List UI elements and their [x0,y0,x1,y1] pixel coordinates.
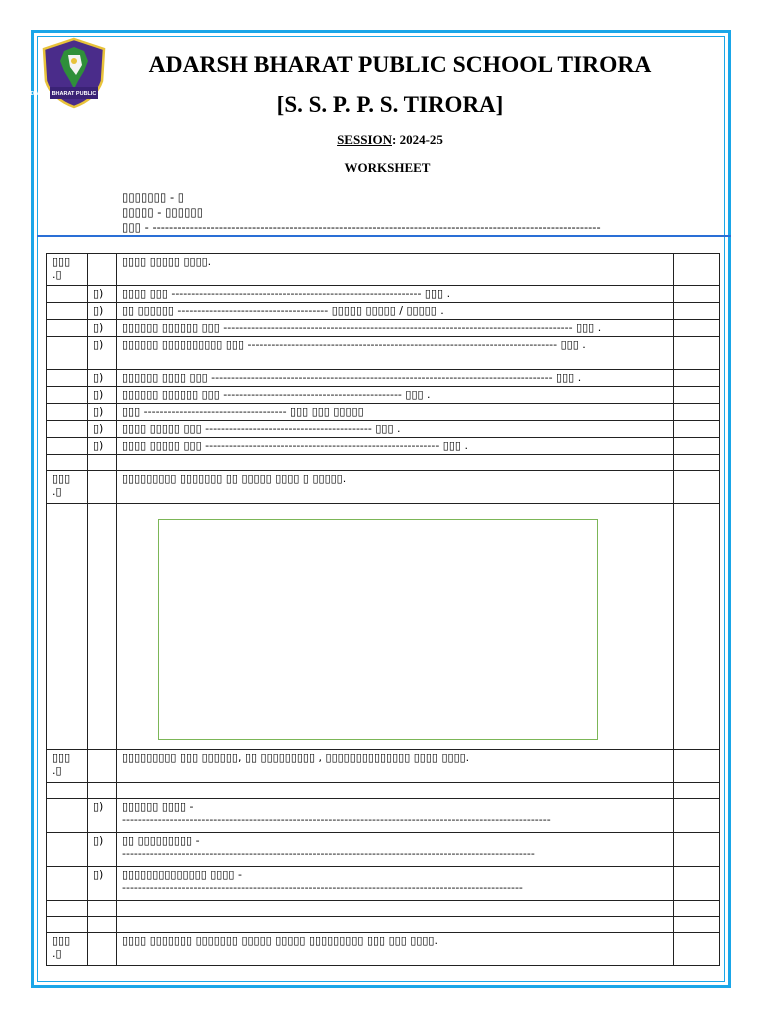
question-number-cell [47,404,88,421]
meta-class: ▯▯▯▯▯▯▯ - ▯ [122,190,185,204]
marks-cell [674,320,720,337]
question-text-cell [117,387,674,404]
table-row [47,933,720,966]
table-row [47,286,720,303]
answer-line[interactable]: ----------------------------------------------------------------------------------------------------- [122,881,523,894]
table-row [47,783,720,799]
sub-index-cell [88,933,117,966]
sub-index-cell: ▯) [88,421,117,438]
school-logo-icon [26,37,122,109]
sub-index-cell: ▯) [88,320,117,337]
question-number-cell [47,387,88,404]
sub-index-cell [88,901,117,917]
question-text-cell [117,867,674,901]
marks-cell [674,833,720,867]
question-text-cell [117,455,674,471]
question-text: ▯▯▯▯▯▯ ▯▯▯▯ ▯▯▯ -------------------------------------------------------------------------------------- ▯▯▯ . [122,371,582,384]
question-text: ▯▯ ▯▯▯▯▯▯▯▯▯ - [122,834,200,847]
session-label: SESSION [337,132,392,147]
sub-index-cell: ▯) [88,404,117,421]
question-text-cell [117,833,674,867]
question-text: ▯▯▯▯ ▯▯▯ --------------------------------------------------------------- ▯▯▯ . [122,287,451,300]
question-number-cell: ▯▯▯ .▯ [47,933,88,966]
question-text: ▯▯▯▯ ▯▯▯▯▯ ▯▯▯ ------------------------------------------ ▯▯▯ . [122,422,401,435]
question-number-cell [47,337,88,370]
table-row [47,438,720,455]
question-text: ▯▯▯▯▯▯▯▯▯▯▯▯▯▯ ▯▯▯▯ - [122,868,242,881]
question-text: ▯▯ ▯▯▯▯▯▯ -------------------------------------- ▯▯▯▯▯ ▯▯▯▯▯ / ▯▯▯▯▯ . [122,304,444,317]
question-number-cell [47,438,88,455]
sub-index-cell [88,254,117,286]
table-row [47,320,720,337]
marks-cell [674,455,720,471]
question-number-cell: ▯▯▯ .▯ [47,254,88,286]
question-text: ▯▯▯▯▯▯▯▯▯ ▯▯▯ ▯▯▯▯▯▯, ▯▯ ▯▯▯▯▯▯▯▯▯ , ▯▯▯▯▯▯▯▯▯▯▯▯▯▯ ▯▯▯▯ ▯▯▯▯. [122,751,470,764]
sub-index-cell [88,750,117,783]
marks-cell [674,783,720,799]
document-type: WORKSHEET [344,160,431,175]
question-text-cell [117,933,674,966]
question-text-cell [117,320,674,337]
table-row [47,370,720,387]
answer-line[interactable]: ------------------------------------------------------------------------------------------------------------ [122,813,551,826]
answer-line[interactable]: -------------------------------------------------------------------------------------------------------- [122,847,535,860]
drawing-area[interactable] [158,519,598,740]
question-number-cell [47,799,88,833]
table-row [47,750,720,783]
question-number-cell [47,867,88,901]
sub-index-cell [88,504,117,750]
sub-index-cell: ▯) [88,833,117,867]
marks-cell [674,404,720,421]
table-row [47,404,720,421]
question-text-cell [117,438,674,455]
question-number-cell: ▯▯▯ .▯ [47,471,88,504]
question-number-cell [47,917,88,933]
question-number-cell: ▯▯▯ .▯ [47,750,88,783]
meta-subject: ▯▯▯▯▯ - ▯▯▯▯▯▯ [122,205,204,219]
question-text-cell [117,254,674,286]
sub-index-cell: ▯) [88,387,117,404]
question-text-cell [117,471,674,504]
question-text-cell [117,799,674,833]
question-number-cell [47,303,88,320]
question-text-cell [117,783,674,799]
question-text: ▯▯▯▯▯▯ ▯▯▯▯▯▯ ▯▯▯ ---------------------------------------------------------------------------------------- ▯▯▯ . [122,321,602,334]
question-number-cell [47,833,88,867]
question-number-cell [47,504,88,750]
school-short-name: [S. S. P. P. S. TIRORA] [276,92,504,117]
question-text: ▯▯▯▯▯▯ ▯▯▯▯▯▯ ▯▯▯ --------------------------------------------- ▯▯▯ . [122,388,431,401]
question-text: ▯▯▯▯▯▯ ▯▯▯▯▯▯▯▯▯▯ ▯▯▯ ------------------------------------------------------------------------------ ▯▯▯ . [122,338,586,351]
question-number-cell [47,421,88,438]
table-row [47,303,720,320]
table-row [47,455,720,471]
table-row [47,471,720,504]
table-row [47,833,720,867]
sub-index-cell: ▯) [88,799,117,833]
marks-cell [674,303,720,320]
session-value: : 2024-25 [392,132,443,147]
school-name: ADARSH BHARAT PUBLIC SCHOOL TIRORA [148,52,652,78]
sub-index-cell: ▯) [88,286,117,303]
marks-cell [674,799,720,833]
table-row [47,917,720,933]
question-text-cell [117,303,674,320]
question-text-cell [117,901,674,917]
marks-cell [674,504,720,750]
marks-cell [674,750,720,783]
sub-index-cell: ▯) [88,867,117,901]
marks-cell [674,370,720,387]
marks-cell [674,438,720,455]
marks-cell [674,286,720,303]
question-text: ▯▯▯▯ ▯▯▯▯▯▯▯ ▯▯▯▯▯▯▯ ▯▯▯▯▯ ▯▯▯▯▯ ▯▯▯▯▯▯▯▯▯ ▯▯▯ ▯▯▯ ▯▯▯▯. [122,934,438,947]
sub-index-cell [88,783,117,799]
marks-cell [674,387,720,404]
question-text: ▯▯▯▯▯▯ ▯▯▯▯ - [122,800,194,813]
marks-cell [674,901,720,917]
marks-cell [674,917,720,933]
question-text: ▯▯▯ ------------------------------------ ▯▯▯ ▯▯▯ ▯▯▯▯▯ [122,405,364,418]
question-number-cell [47,455,88,471]
question-text-cell [117,370,674,387]
question-text-cell [117,917,674,933]
sub-index-cell: ▯) [88,303,117,320]
question-text: ▯▯▯▯ ▯▯▯▯▯ ▯▯▯ ----------------------------------------------------------- ▯▯▯ . [122,439,468,452]
sub-index-cell [88,471,117,504]
marks-cell [674,254,720,286]
table-row [47,387,720,404]
question-number-cell [47,370,88,387]
header-divider [37,235,731,237]
table-row [47,867,720,901]
table-row [47,337,720,370]
marks-cell [674,933,720,966]
question-number-cell [47,783,88,799]
question-number-cell [47,901,88,917]
question-text-cell [117,337,674,370]
sub-index-cell: ▯) [88,370,117,387]
session-line [110,132,670,148]
question-number-cell [47,286,88,303]
meta-name: ▯▯▯ - ------------------------------------------------------------------------------------------------------------ [122,220,601,234]
logo-text: ADARSH BHARAT PUBLIC SCHOOL [26,91,122,97]
sub-index-cell: ▯) [88,337,117,370]
table-row [47,254,720,286]
sub-index-cell [88,917,117,933]
question-text-cell [117,421,674,438]
question-text: ▯▯▯▯ ▯▯▯▯▯ ▯▯▯▯. [122,255,212,268]
marks-cell [674,867,720,901]
sub-index-cell [88,455,117,471]
marks-cell [674,337,720,370]
table-row [47,901,720,917]
table-row [47,421,720,438]
marks-cell [674,471,720,504]
question-text-cell [117,404,674,421]
question-text: ▯▯▯▯▯▯▯▯▯ ▯▯▯▯▯▯▯ ▯▯ ▯▯▯▯▯ ▯▯▯▯ ▯ ▯▯▯▯▯. [122,472,347,485]
question-text-cell [117,750,674,783]
question-number-cell [47,320,88,337]
sub-index-cell: ▯) [88,438,117,455]
question-text-cell [117,286,674,303]
table-row [47,799,720,833]
marks-cell [674,421,720,438]
